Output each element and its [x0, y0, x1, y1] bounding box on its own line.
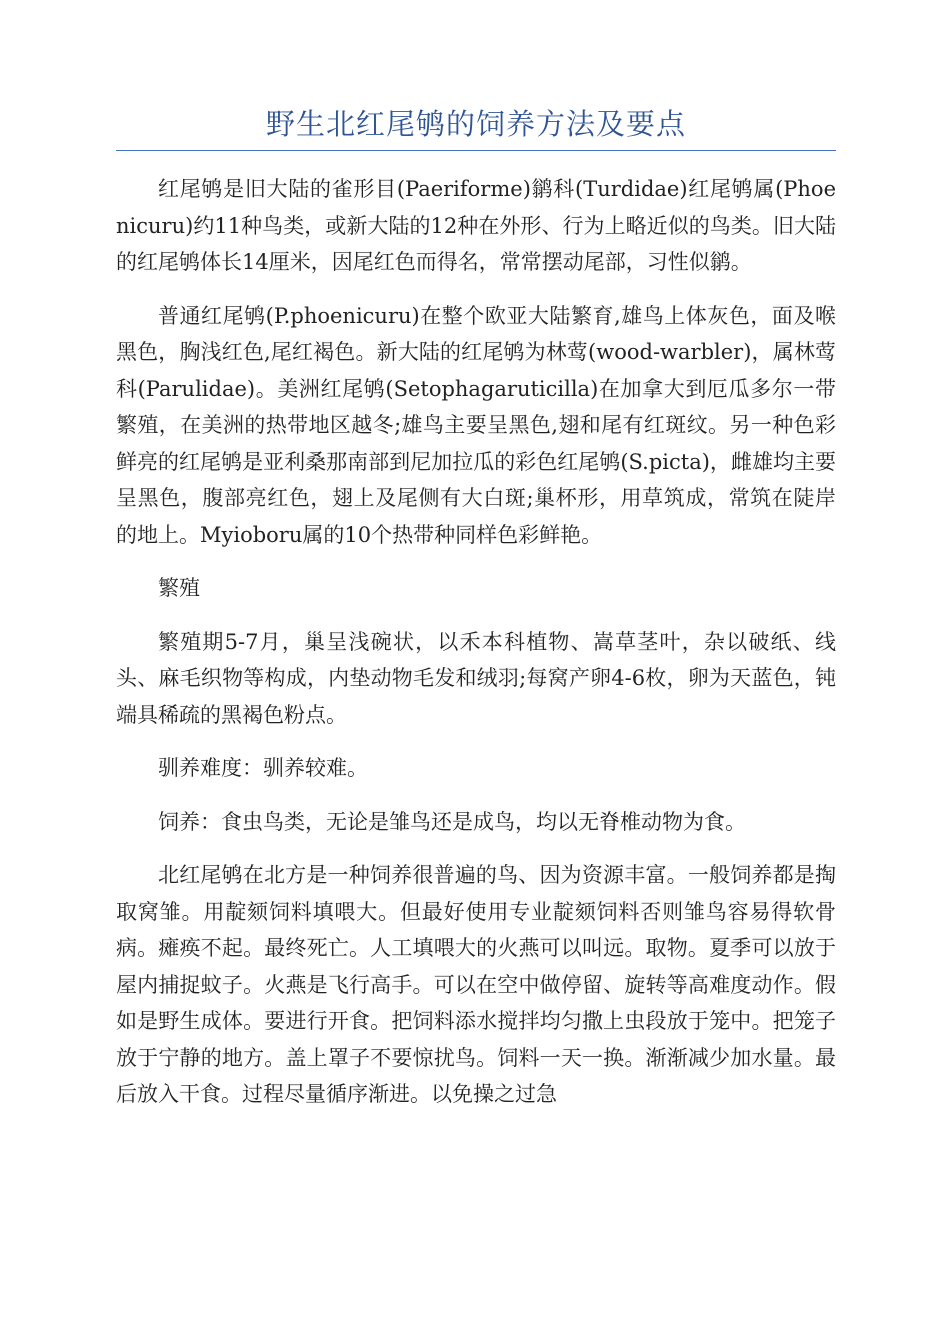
document-page — [116, 104, 836, 1130]
paragraph-breeding: 繁殖期5-7月，巢呈浅碗状，以禾本科植物、嵩草茎叶，杂以破纸、线头、麻毛织物等构成，内垫动物毛发和绒羽;每窝产卵4-6枚，卵为天蓝色，钝端具稀疏的黑褐色粉点。 — [116, 629, 836, 727]
document-title: 野生北红尾鸲的饲养方法及要点 — [265, 107, 686, 141]
paragraph-feeding: 饲养：食虫鸟类，无论是雏鸟还是成鸟，均以无脊椎动物为食。 — [158, 809, 746, 834]
title-underline — [116, 150, 836, 151]
paragraph-difficulty: 驯养难度：驯养较难。 — [158, 756, 368, 780]
paragraph-care: 北红尾鸲在北方是一种饲养很普遍的鸟、因为资源丰富。一般饲养都是掏取窝雏。用靛颏饲料填喂大。但最好使用专业靛颏饲料否则雏鸟容易得软骨病。瘫痪不起。最终死亡。人工填喂大的火燕可以叫远。取物。夏季可以放于屋内捕捉蚊子。火燕是飞行高手。可以在空中做停留、旋转等高难度动作。假如是野生成体。要进行开食。把饲料添水搅拌均匀撒上虫段放于笼中。把笼子放于宁静的地方。盖上罩子不要惊扰鸟。饲料一天一换。渐渐减少加水量。最后放入干食。过程尽量循序渐进。以免操之过急 — [116, 863, 836, 1106]
paragraph-intro: 红尾鸲是旧大陆的雀形目(Paeriforme)鹟科(Turdidae)红尾鸲属(Phoenicuru)约11种鸟类，或新大陆的12种在外形、行为上略近似的鸟类。旧大陆的红尾鸲体长14厘米，因尾红色而得名，常常摆动尾部，习性似鹟。 — [116, 177, 836, 274]
paragraph-species: 普通红尾鸲(P.phoenicuru)在整个欧亚大陆繁育,雄鸟上体灰色，面及喉黑色，胸浅红色,尾红褐色。新大陆的红尾鸲为林莺(wood-warbler)，属林莺科(Parulidae)。美洲红尾鸲(Setophagaruticilla)在加拿大到厄瓜多尔一带繁殖，在美洲的热带地区越冬;雄鸟主要呈黑色,翅和尾有红斑纹。另一种色彩鲜亮的红尾鸲是亚利桑那南部到尼加拉瓜的彩色红尾鸲(S.picta)，雌雄均主要呈黑色，腹部亮红色，翅上及尾侧有大白斑;巢杯形，用草筑成，常筑在陡岸的地上。Myioboru属的10个热带种同样色彩鲜艳。 — [116, 303, 836, 547]
paragraph-breeding-heading: 繁殖 — [158, 576, 200, 600]
